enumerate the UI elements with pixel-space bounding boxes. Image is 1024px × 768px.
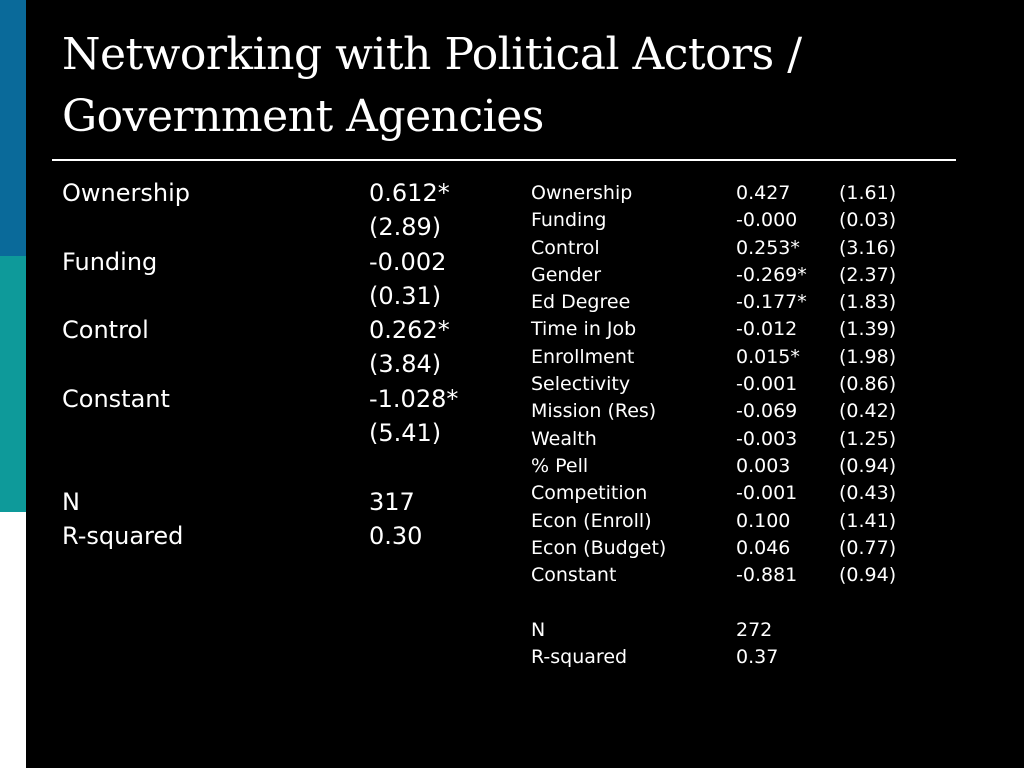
slide-title-line-1: Networking with Political Actors / bbox=[62, 29, 802, 80]
right-row-coefficient: -0.069 bbox=[736, 400, 798, 423]
left-row-label: Control bbox=[62, 316, 149, 345]
title-divider bbox=[52, 159, 956, 161]
right-row-std-error: (1.25) bbox=[839, 427, 897, 450]
right-row-coefficient: -0.001 bbox=[736, 482, 798, 505]
right-row-coefficient: 0.015* bbox=[736, 345, 800, 368]
right-row-label: Time in Job bbox=[531, 318, 637, 341]
left-table-row bbox=[62, 519, 509, 553]
right-row-std-error: (0.42) bbox=[839, 400, 897, 423]
left-table-row bbox=[62, 176, 509, 210]
right-table-row bbox=[531, 262, 929, 289]
right-row-label: Selectivity bbox=[531, 373, 631, 396]
right-table-row bbox=[531, 398, 929, 425]
side-bar-teal bbox=[0, 256, 26, 512]
right-row-std-error: (0.94) bbox=[839, 454, 897, 477]
right-table-row bbox=[531, 180, 929, 207]
right-row-label bbox=[531, 589, 736, 616]
right-row-label: Constant bbox=[531, 564, 617, 587]
right-row-std-error: (1.98) bbox=[839, 345, 897, 368]
slide-title-line-2: Government Agencies bbox=[62, 91, 544, 142]
left-row-label bbox=[62, 450, 369, 484]
left-row-label bbox=[62, 416, 369, 450]
left-table-row bbox=[62, 416, 509, 450]
left-row-value: (0.31) bbox=[369, 281, 442, 310]
left-row-label bbox=[62, 279, 369, 313]
right-table-row bbox=[531, 289, 929, 316]
right-row-label: Funding bbox=[531, 209, 607, 232]
right-row-std-error: (1.39) bbox=[839, 318, 897, 341]
left-row-label: N bbox=[62, 487, 80, 516]
left-table-row bbox=[62, 382, 509, 416]
right-table-row bbox=[531, 480, 929, 507]
right-row-coefficient bbox=[736, 589, 839, 616]
right-table-row bbox=[531, 535, 929, 562]
right-row-std-error bbox=[839, 589, 929, 616]
right-table-row bbox=[531, 453, 929, 480]
right-row-coefficient: 0.046 bbox=[736, 536, 791, 559]
left-row-value: 0.612* bbox=[369, 179, 450, 207]
right-row-label: Wealth bbox=[531, 427, 597, 450]
left-row-value bbox=[369, 450, 509, 484]
right-table-row bbox=[531, 344, 929, 371]
right-row-coefficient: -0.269* bbox=[736, 263, 807, 286]
left-row-label bbox=[62, 347, 369, 381]
right-row-label: Control bbox=[531, 236, 600, 259]
right-table-row bbox=[531, 207, 929, 234]
slide-title bbox=[62, 24, 962, 148]
side-bar-blue bbox=[0, 0, 26, 256]
right-table-row bbox=[531, 617, 929, 644]
right-row-std-error bbox=[839, 644, 929, 671]
right-row-label: % Pell bbox=[531, 454, 589, 477]
right-row-std-error: (3.16) bbox=[839, 236, 897, 259]
left-table-row bbox=[62, 485, 509, 519]
right-row-label: Econ (Enroll) bbox=[531, 509, 652, 532]
left-row-label: R-squared bbox=[62, 521, 184, 550]
right-row-std-error bbox=[839, 617, 929, 644]
left-table-row bbox=[62, 245, 509, 279]
right-row-std-error: (1.61) bbox=[839, 182, 897, 204]
right-row-label: Ownership bbox=[531, 182, 633, 204]
left-row-label: Ownership bbox=[62, 179, 190, 207]
right-row-std-error: (1.83) bbox=[839, 291, 897, 314]
left-table-row bbox=[62, 313, 509, 347]
left-row-label: Constant bbox=[62, 384, 170, 413]
left-row-value: 0.30 bbox=[369, 521, 423, 550]
left-row-value: (3.84) bbox=[369, 350, 442, 379]
right-row-coefficient: -0.177* bbox=[736, 291, 807, 314]
right-table-row bbox=[531, 426, 929, 453]
left-row-value: (5.41) bbox=[369, 419, 442, 448]
right-row-std-error: (0.86) bbox=[839, 373, 897, 396]
right-row-label: Econ (Budget) bbox=[531, 536, 667, 559]
right-table-row bbox=[531, 316, 929, 343]
right-row-coefficient: 0.427 bbox=[736, 182, 791, 204]
right-table-row bbox=[531, 508, 929, 535]
right-table-row bbox=[531, 371, 929, 398]
right-row-label: Mission (Res) bbox=[531, 400, 657, 423]
right-row-coefficient: -0.881 bbox=[736, 564, 798, 587]
left-row-label bbox=[62, 210, 369, 244]
side-bar-white bbox=[0, 512, 26, 768]
right-row-label: N bbox=[531, 618, 546, 641]
left-table-row bbox=[62, 279, 509, 313]
right-table-row bbox=[531, 589, 929, 616]
left-regression-table bbox=[62, 176, 509, 553]
right-table-row bbox=[531, 235, 929, 262]
right-row-std-error: (0.03) bbox=[839, 209, 897, 232]
right-row-std-error: (0.94) bbox=[839, 564, 897, 587]
right-row-label: Ed Degree bbox=[531, 291, 631, 314]
right-row-coefficient: 0.100 bbox=[736, 509, 791, 532]
left-table-row bbox=[62, 450, 509, 484]
right-row-coefficient: -0.012 bbox=[736, 318, 798, 341]
right-row-std-error: (0.77) bbox=[839, 536, 897, 559]
right-row-coefficient: 0.253* bbox=[736, 236, 800, 259]
right-row-label: Gender bbox=[531, 263, 602, 286]
right-row-coefficient: 0.37 bbox=[736, 646, 779, 669]
right-row-std-error: (2.37) bbox=[839, 263, 897, 286]
right-row-coefficient: -0.003 bbox=[736, 427, 798, 450]
left-table-row bbox=[62, 210, 509, 244]
right-row-label: Competition bbox=[531, 482, 648, 505]
right-row-label: R-squared bbox=[531, 646, 628, 669]
left-row-value: -1.028* bbox=[369, 384, 459, 413]
right-regression-table bbox=[531, 180, 929, 671]
left-row-value: -0.002 bbox=[369, 247, 447, 276]
right-row-coefficient: -0.001 bbox=[736, 373, 798, 396]
left-row-value: (2.89) bbox=[369, 213, 442, 242]
right-row-coefficient: 0.003 bbox=[736, 454, 791, 477]
left-row-label: Funding bbox=[62, 247, 158, 276]
left-row-value: 0.262* bbox=[369, 316, 450, 345]
left-table-row bbox=[62, 347, 509, 381]
right-table-row bbox=[531, 644, 929, 671]
right-row-coefficient: -0.000 bbox=[736, 209, 798, 232]
right-row-coefficient: 272 bbox=[736, 618, 773, 641]
left-row-value: 317 bbox=[369, 487, 415, 516]
right-row-std-error: (1.41) bbox=[839, 509, 897, 532]
right-table-row bbox=[531, 562, 929, 589]
right-row-label: Enrollment bbox=[531, 345, 635, 368]
right-row-std-error: (0.43) bbox=[839, 482, 897, 505]
